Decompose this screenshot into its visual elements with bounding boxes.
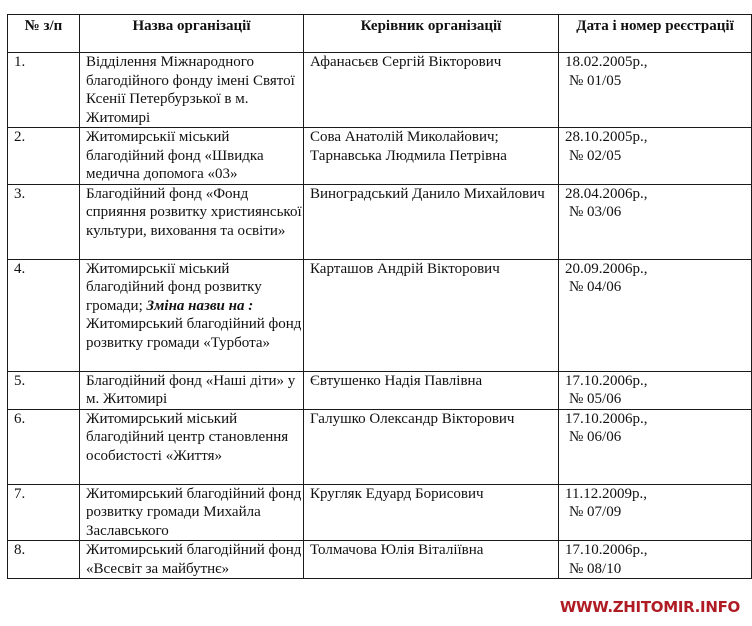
row-number: 5. [8, 371, 80, 409]
organization-name: Житомирський благодійний фонд розвитку громади Михайла Заславського [80, 484, 304, 541]
table-row [8, 484, 752, 541]
organization-name: Житомирський благодійний фонд «Всесвіт за майбутнє» [80, 541, 304, 579]
charity-registry-table [7, 14, 752, 579]
registration-date: 20.09.2006р., [565, 260, 648, 277]
rename-label: Зміна назви на : [146, 297, 254, 314]
registration-cell [559, 128, 752, 185]
row-number: 3. [8, 184, 80, 259]
registration-cell [559, 409, 752, 484]
row-number: 4. [8, 259, 80, 371]
table-row [8, 184, 752, 259]
registration-cell [559, 53, 752, 128]
registration-number: № 04/06 [569, 279, 622, 295]
registration-date: 28.10.2005р., [565, 129, 648, 145]
site-watermark: WWW.ZHITOMIR.INFO [559, 598, 740, 616]
organization-name: Благодійний фонд «Фонд сприяння розвитку християнської культури, виховання та освіти» [80, 184, 304, 259]
registration-cell [559, 184, 752, 259]
registration-number: № 03/06 [569, 204, 622, 220]
table-row [8, 259, 752, 371]
registration-number: № 08/10 [569, 560, 622, 577]
table-row [8, 128, 752, 185]
registration-cell [559, 371, 752, 409]
organization-head: Толмачова Юлія Віталіївна [304, 541, 559, 579]
organization-name: Житомирський міський благодійний центр становлення особистості «Життя» [80, 409, 304, 484]
organization-new-name: Житомирський благодійний фонд розвитку громади «Турбота» [86, 316, 302, 351]
organization-head: Євтушенко Надія Павлівна [304, 371, 559, 409]
header-registration: Дата і номер реєстрації [559, 15, 752, 53]
organization-head: Сова Анатолій Миколайович; Тарнавська Людмила Петрівна [304, 128, 559, 185]
registration-date: 28.04.2006р., [565, 185, 648, 202]
row-number: 1. [8, 53, 80, 128]
table-header-row [8, 15, 752, 53]
header-number: № з/п [8, 15, 80, 53]
header-organization-head: Керівник організації [304, 15, 559, 53]
table-row [8, 409, 752, 484]
header-organization-name: Назва організації [80, 15, 304, 53]
row-number: 8. [8, 541, 80, 579]
organization-head: Кругляк Едуард Борисович [304, 484, 559, 541]
organization-name: Житомирськії міський благодійний фонд «Швидка медична допомога «03» [80, 128, 304, 185]
registration-date: 17.10.2006р., [565, 410, 648, 427]
organization-head: Галушко Олександр Вікторович [304, 409, 559, 484]
table-row [8, 541, 752, 579]
table-row [8, 53, 752, 128]
table-row [8, 371, 752, 409]
registration-date: 11.12.2009р., [565, 485, 647, 502]
organization-name: Благодійний фонд «Наші діти» у м. Житомирі [80, 371, 304, 409]
registration-date: 18.02.2005р., [565, 54, 648, 70]
registration-number: № 05/06 [569, 391, 622, 407]
row-number: 6. [8, 409, 80, 484]
organization-name: Житомирськії міський благодійний фонд розвитку громади; [86, 260, 262, 314]
registration-number: № 06/06 [569, 429, 622, 445]
registration-date: 17.10.2006р., [565, 372, 648, 389]
row-number: 2. [8, 128, 80, 185]
organization-head: Афанасьєв Сергій Вікторович [304, 53, 559, 128]
registration-number: № 02/05 [569, 147, 622, 164]
organization-head: Виноградський Данило Михайлович [304, 184, 559, 259]
registration-cell [559, 484, 752, 541]
registration-date: 17.10.2006р., [565, 542, 648, 558]
registration-cell [559, 259, 752, 371]
organization-head: Карташов Андрій Вікторович [304, 259, 559, 371]
registration-number: № 07/09 [569, 504, 622, 520]
registration-number: № 01/05 [569, 72, 622, 89]
registration-cell [559, 541, 752, 579]
organization-name-cell [80, 259, 304, 371]
organization-name: Відділення Міжнародного благодійного фонду імені Святої Ксенії Петербурзької в м. Житомирі [80, 53, 304, 128]
row-number: 7. [8, 484, 80, 541]
